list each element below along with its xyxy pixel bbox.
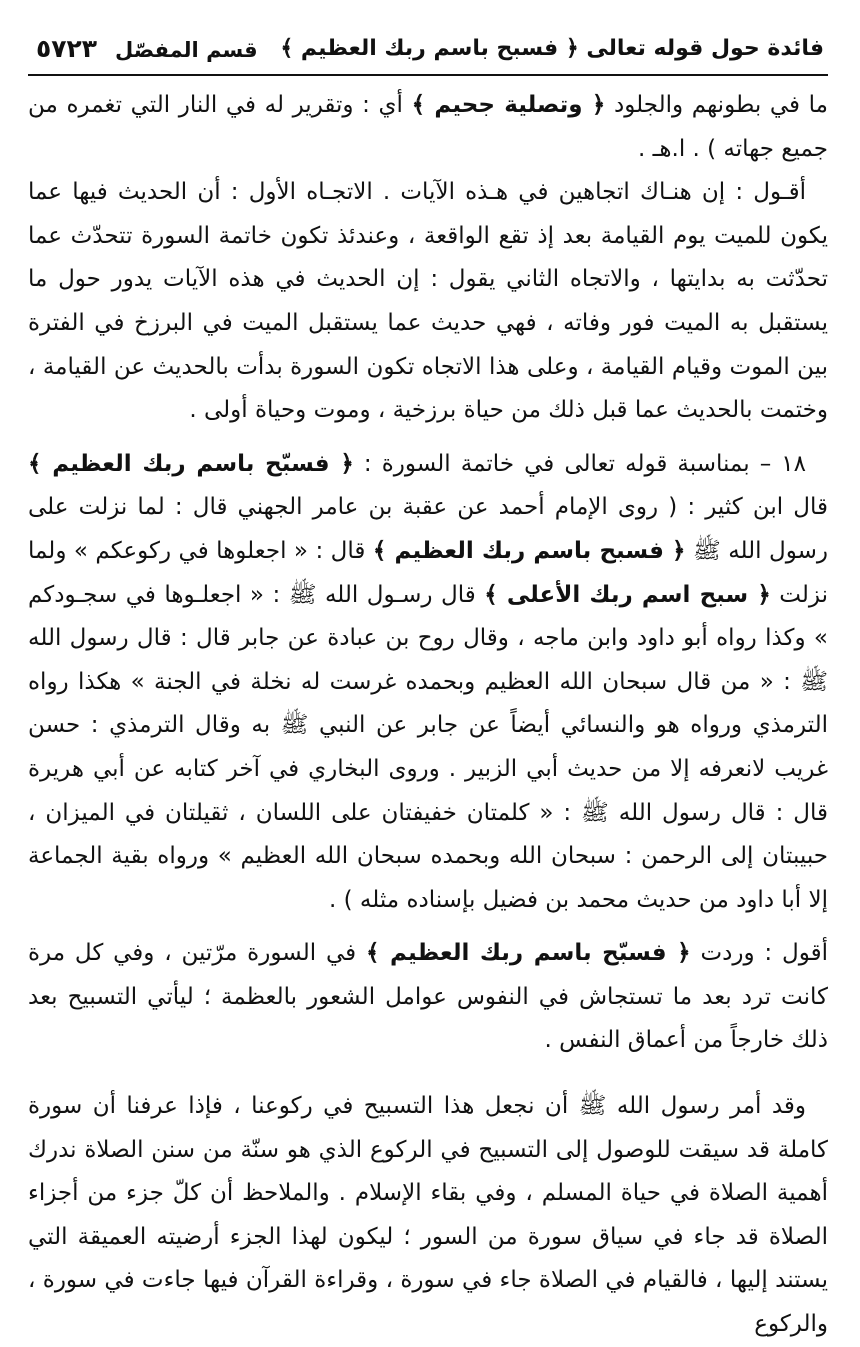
quran-quote: ﴿ فسبح باسم ربك العظيم ﴾ [372, 537, 686, 564]
paragraph-text: ١٨ – بمناسبة قوله تعالى في خاتمة السورة : [353, 450, 806, 477]
paragraph [28, 932, 828, 1063]
quran-quote: ﴿ سبح اسم ربك الأعلى ﴾ [484, 581, 771, 608]
paragraph-text: وقد أمر رسول الله ﷺ أن نجعل هذا التسبيح في ركوعنا ، فإذا عرفنا أن سورة كاملة قد سيقت للوصول إلى التسبيح في الركوع الذي هو سنّة من سنن الصلاة ندرك أهمية الصلاة في حياة المسلم ، وفي بقاء الإسلام . والملاحظ أن كلّ جزء من أجزاء الصلاة قد جاء في سياق سورة من السور ؛ ليكون لهذا الجزء أرضيته العميقة التي يستند إليها ، فالقيام في الصلاة جاء في سورة ، وقراءة القرآن فيها جاءت في سورة ، والركوع [28, 1093, 828, 1338]
paragraph [28, 84, 828, 171]
paragraph-text: ما في بطونهم والجلود [605, 92, 828, 118]
book-page [28, 28, 828, 1338]
paragraph-text: أقـول : إن هنـاك اتجاهين في هـذه الآيات . الاتجـاه الأول : أن الحديث فيها عما يكون للميت يوم القيامة بعد إذ تقع الواقعة ، وعندئذ تكون خاتمة السورة تتحدّث عما تحدّثت به بدايتها ، والاتجاه الثاني يقول : إن الحديث في هذه الآيات يدور حول ما يستقبل به الميت فور وفاته ، فهي حديث عما يستقبل الميت في البرزخ في الفترة بين الموت وقيام القيامة ، وعلى هذا الاتجاه تكون السورة بدأت بالحديث عن القيامة ، وختمت بالحديث عما قبل ذلك من حياة برزخية ، وموت وحياة أولى . [28, 179, 828, 424]
paragraph-text: قال رسـول الله ﷺ : « اجعلـوها في سجـودكم » وكذا رواه أبو داود وابن ماجه ، وقال روح بن عبادة عن جابر قال : قال رسول الله ﷺ : « من قال سبحان الله العظيم وبحمده غرست له نخلة في الجنة » هكذا رواه الترمذي ورواه هو والنسائي أيضاً عن جابر عن النبي ﷺ به وقال الترمذي : حسن غريب لانعرفه إلا من حديث أبي الزبير . وروى البخاري في آخر كتابه عن أبي هريرة قال : قال رسول الله ﷺ : « كلمتان خفيفتان على اللسان ، ثقيلتان في الميزان ، حبيبتان إلى الرحمن : سبحان الله وبحمده سبحان الله العظيم » ورواه بقية الجماعة إلا أبا داود من حديث محمد بن فضيل بإسناده مثله ) . [28, 581, 828, 913]
paragraph-text: في السورة مرّتين ، وفي كل مرة كانت ترد بعد ما تستجاش في النفوس عوامل الشعور بالعظمة ؛ ليأتي التسبيح بعد ذلك خارجاً من أعماق النفس . [28, 940, 828, 1054]
section-name: قسم المفصّل [115, 38, 258, 62]
quran-quote: ﴿ وتصلية جحيم ﴾ [411, 92, 606, 118]
paragraph-text: قال ابن كثير : ( روى الإمام أحمد عن عقبة بن عامر الجهني قال : لما نزلت على رسول الله ﷺ [28, 494, 828, 564]
page-number: ٥٧٢٣ [36, 34, 98, 63]
quran-quote: ﴿ فسبّح باسم ربك العظيم ﴾ [366, 940, 691, 967]
paragraph-text: أقول : وردت [690, 940, 828, 967]
paragraph-text: قال : « اجعلوها في ركوعكم » ولما نزلت [28, 537, 828, 608]
running-header [28, 28, 828, 76]
paragraph [28, 443, 828, 923]
header-left-group [36, 34, 258, 63]
page-body [28, 84, 828, 1347]
paragraph [28, 171, 828, 433]
quran-quote: ﴿ فسبّح باسم ربك العظيم ﴾ [28, 450, 354, 477]
paragraph-text: أي : وتقرير له في النار التي تغمره من جميع جهاته ) . ا.هـ . [28, 92, 828, 162]
header-title: فائدة حول قوله تعالى ﴿ فسبح باسم ربك العظيم ﴾ [280, 36, 824, 61]
paragraph [28, 1085, 828, 1347]
